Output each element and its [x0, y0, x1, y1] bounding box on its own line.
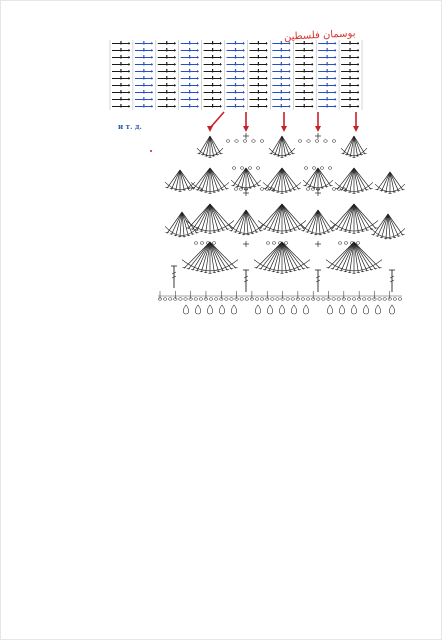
chain-stitch	[226, 140, 230, 143]
chain-stitch	[252, 140, 256, 143]
fan-spoke	[282, 168, 291, 192]
fan-spoke	[193, 242, 210, 270]
picot-drop	[231, 305, 236, 314]
chain-stitch	[240, 298, 244, 301]
arrow-head	[207, 126, 213, 132]
fan-motif	[341, 136, 367, 158]
chain-stitch	[304, 167, 308, 170]
fan-spoke	[210, 204, 219, 232]
fan-motif	[326, 242, 382, 274]
chain-stitch	[179, 298, 183, 301]
fan-motif	[258, 204, 306, 234]
fan-spoke	[337, 242, 354, 270]
chain-stitch	[194, 242, 198, 245]
watermark-text: بوسمان فلسطين	[283, 28, 356, 43]
chain-stitch	[194, 298, 198, 301]
fan-motif	[191, 168, 229, 194]
fan-motif	[229, 210, 263, 235]
chain-stitch	[378, 298, 382, 301]
fan-motif	[375, 172, 405, 194]
chain-stitch	[356, 242, 360, 245]
picot-drop	[255, 305, 260, 314]
fan-motif	[263, 168, 301, 194]
chain-stitch	[337, 298, 341, 301]
chain-stitch	[235, 140, 239, 143]
chain-stitch	[276, 298, 280, 301]
fan-motif	[165, 212, 199, 237]
chain-stitch	[163, 298, 167, 301]
chain-stitch	[362, 298, 366, 301]
chain-stitch	[306, 188, 310, 191]
fan-spoke	[354, 204, 372, 230]
picot-drop	[267, 305, 272, 314]
chain-stitch	[200, 242, 204, 245]
fan-motif	[254, 242, 310, 274]
chain-stitch	[307, 140, 311, 143]
chain-stitch	[271, 298, 275, 301]
chain-stitch	[232, 167, 236, 170]
chain-stitch	[225, 298, 229, 301]
fan-spoke	[336, 204, 354, 230]
fan-spoke	[346, 168, 355, 192]
fan-motif	[165, 170, 195, 192]
fan-motif	[301, 210, 335, 235]
fan-motif	[371, 214, 405, 239]
fan-spoke	[264, 204, 282, 230]
chain-stitch	[315, 140, 319, 143]
picot-drop	[183, 305, 188, 314]
arrow-head	[243, 126, 249, 132]
chain-stitch	[243, 140, 247, 143]
chain-stitch	[328, 167, 332, 170]
chain-stitch	[306, 298, 310, 301]
fan-motif	[182, 242, 238, 274]
chain-stitch	[168, 298, 172, 301]
chain-stitch	[255, 298, 259, 301]
fan-spoke	[282, 242, 299, 270]
fan-spoke	[273, 204, 282, 232]
chain-stitch	[212, 242, 216, 245]
arrow-shaft	[210, 112, 224, 128]
chain-stitch	[352, 298, 356, 301]
picot-drop	[219, 305, 224, 314]
fan-motif	[335, 168, 373, 194]
fan-motif	[269, 136, 295, 158]
fan-spoke	[354, 204, 363, 232]
fan-motif	[303, 168, 333, 190]
picot-drop	[291, 305, 296, 314]
picot-drop	[363, 305, 368, 314]
picot-drop	[327, 305, 332, 314]
chain-stitch	[240, 167, 244, 170]
chain-stitch	[332, 298, 336, 301]
picot-drop	[303, 305, 308, 314]
chain-stitch	[332, 140, 336, 143]
fan-spoke	[201, 204, 210, 232]
picot-drop	[351, 305, 356, 314]
chain-stitch	[234, 188, 238, 191]
chain-stitch	[298, 140, 302, 143]
fan-spoke	[210, 168, 219, 192]
arrow-head	[353, 126, 359, 132]
fan-spoke	[354, 168, 363, 192]
chain-stitch	[383, 298, 387, 301]
chain-stitch	[248, 167, 252, 170]
chain-stitch	[312, 167, 316, 170]
picot-drop	[195, 305, 200, 314]
chain-stitch	[272, 242, 276, 245]
chain-stitch	[284, 242, 288, 245]
chain-stitch	[332, 188, 336, 191]
fan-spoke	[274, 168, 283, 192]
fan-spoke	[265, 242, 282, 270]
picot-drop	[389, 305, 394, 314]
chain-stitch	[209, 298, 213, 301]
fan-spoke	[210, 242, 227, 270]
fan-motif	[186, 204, 234, 234]
chain-stitch	[301, 298, 305, 301]
fan-motif	[197, 136, 223, 158]
dot-marker	[150, 150, 152, 152]
picot-edging	[158, 291, 402, 314]
chain-stitch	[344, 242, 348, 245]
fan-spoke	[345, 204, 354, 232]
picot-drop	[279, 305, 284, 314]
chain-stitch	[184, 298, 188, 301]
chain-stitch	[199, 298, 203, 301]
chain-stitch	[260, 298, 264, 301]
fan-motif	[231, 168, 261, 190]
chain-stitch	[368, 298, 372, 301]
chain-stitch	[291, 298, 295, 301]
arrow-head	[281, 126, 287, 132]
lace-chart	[165, 133, 405, 292]
fan-spoke	[282, 204, 300, 230]
chain-stitch	[214, 298, 218, 301]
chain-stitch	[393, 298, 397, 301]
chain-stitch	[256, 167, 260, 170]
fan-spoke	[282, 204, 291, 232]
chain-stitch	[260, 140, 264, 143]
chain-stitch	[324, 140, 328, 143]
chain-stitch	[322, 298, 326, 301]
fan-spoke	[202, 168, 211, 192]
fan-spoke	[210, 204, 228, 230]
fan-motif	[330, 204, 378, 234]
chain-stitch	[316, 298, 320, 301]
chain-stitch	[286, 298, 290, 301]
picot-drop	[375, 305, 380, 314]
picot-drop	[207, 305, 212, 314]
fan-spoke	[192, 204, 210, 230]
picot-drop	[339, 305, 344, 314]
chain-stitch	[338, 242, 342, 245]
fan-spoke	[354, 242, 371, 270]
chain-stitch	[260, 188, 264, 191]
chain-stitch	[245, 298, 249, 301]
etc-label: и т. д.	[118, 122, 142, 131]
repeat-arrows	[150, 112, 359, 152]
chain-stitch	[398, 298, 402, 301]
chain-stitch	[230, 298, 234, 301]
arrow-head	[315, 126, 321, 132]
chain-stitch	[266, 242, 270, 245]
stitch-grid	[110, 40, 362, 110]
chain-stitch	[347, 298, 351, 301]
chain-stitch	[320, 167, 324, 170]
